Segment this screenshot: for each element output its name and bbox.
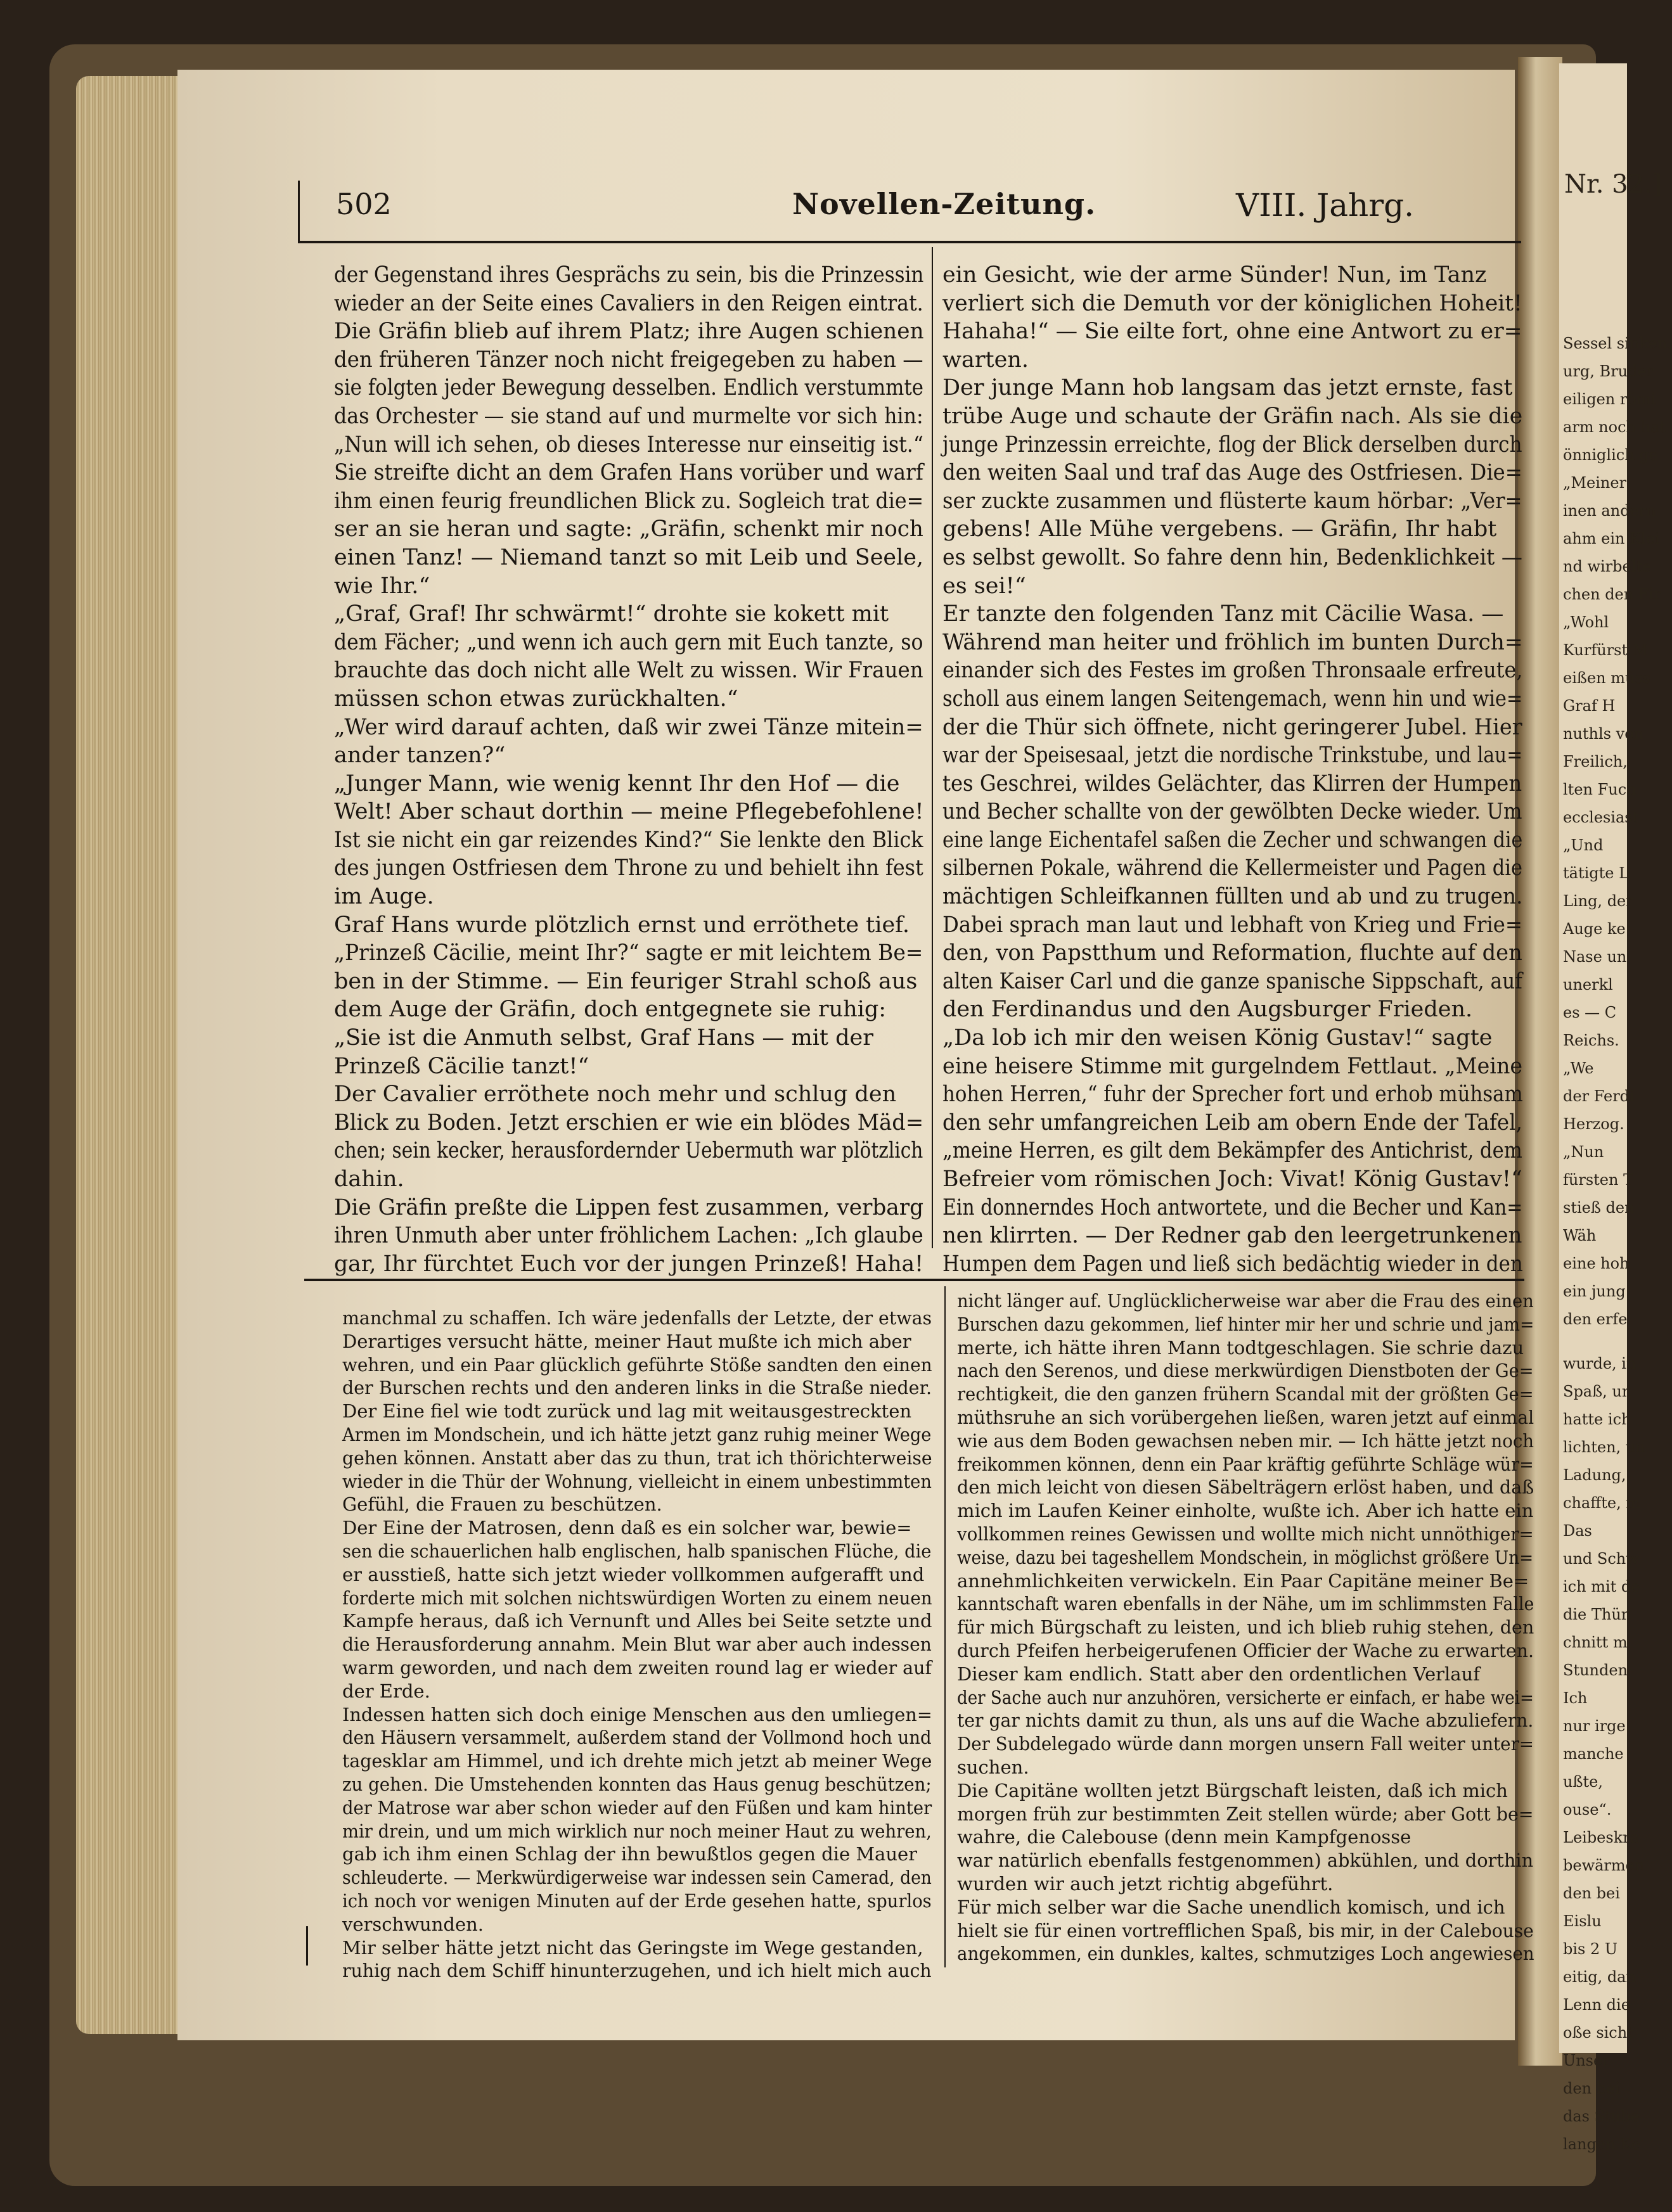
text-line: hatte ich [1563,1410,1631,1428]
text-line: Dieser kam endlich. Statt aber den ordentlichen Verlauf [957,1663,1480,1685]
text-line: inen andern [1563,502,1656,520]
text-line: es selbst gewollt. So fahre denn hin, Bedenklichkeit — [942,544,1522,570]
text-line: durch Pfeifen herbeigerufenen Officier der Wache zu erwarten. [957,1639,1534,1661]
text-line: „Wohl [1563,613,1609,631]
text-line: den Ferdinandus und den Augsburger Frieden. [942,997,1473,1023]
text-line: war der Speisesaal, jetzt die nordische Trinkstube, und lau= [942,743,1523,769]
text-line: Leibeskrä [1563,1829,1640,1846]
text-line: annehmlichkeiten verwickeln. Ein Paar Capitäne meiner Be= [957,1569,1529,1592]
text-line: Er tanzte den folgenden Tanz mit Cäcilie Wasa. — [942,601,1504,627]
text-line: hielt sie für einen vortrefflichen Spaß, bis mir, in der Calebouse [957,1919,1534,1941]
text-line: zu gehen. Die Umstehenden konnten das Haus genug beschützen; [342,1773,932,1795]
text-line: sie folgten jeder Bewegung desselben. Endlich verstummte [334,375,924,401]
text-line: nur irge [1563,1717,1626,1735]
novel-column-left [334,261,923,1278]
page-number: 502 [336,187,392,221]
text-line: nicht länger auf. Unglücklicherweise war aber die Frau des einen [957,1290,1534,1312]
text-line: wahre, die Calebouse (denn mein Kampfgenosse [957,1826,1412,1848]
text-line: Nase un [1563,948,1627,966]
text-line: es sei!“ [942,573,1026,599]
column-divider [932,247,933,1248]
text-line: Kampfe heraus, daß ich Vernunft und Alles bei Seite setzte und [342,1610,932,1632]
text-line: junge Prinzessin erreichte, flog der Blick derselben durch [942,432,1522,457]
text-line: Welt! Aber schaut dorthin — meine Pflegebefohlene! [334,799,924,825]
text-line: den weiten Saal und traf das Auge des Ostfriesen. Die= [942,460,1522,486]
text-line: er ausstieß, hatte sich jetzt wieder vollkommen aufgerafft und [342,1563,925,1585]
text-line: trübe Auge und schaute der Gräfin nach. Als sie die [942,403,1523,429]
text-line: müthsruhe an sich vorübergehen ließen, waren jetzt auf einmal [957,1406,1534,1428]
text-line: forderte mich mit solchen nichtswürdigen Worten zu einem neuen [342,1587,932,1609]
text-line: gebens! Alle Mühe vergebens. — Gräfin, Ihr habt [942,516,1497,542]
text-line: ter gar nichts damit zu thun, als uns auf die Wache abzuliefern. [957,1710,1534,1732]
text-line: Der Eine der Matrosen, denn daß es ein solcher war, bewie= [342,1517,912,1539]
text-line: fürsten T [1563,1171,1634,1189]
volume-label: VIII. Jahrg. [1236,187,1415,224]
text-line: schleuderte. — Merkwürdigerweise war indessen sein Camerad, den [342,1867,932,1889]
text-line: warm geworden, und nach dem zweiten round lag er wieder auf [342,1656,932,1678]
text-line: dahin. [334,1167,404,1192]
text-line: tätigte L [1563,864,1630,882]
text-line: eine lange Eichentafel saßen die Zecher und schwangen die [942,827,1523,853]
text-line: bewärmen [1563,1857,1645,1874]
text-line: rechtigkeit, die den ganzen frühern Scandal mit der größten Ge= [957,1383,1534,1405]
text-line: der Ferdi [1563,1087,1635,1105]
text-line: Die Capitäne wollten jetzt Bürgschaft leisten, daß ich mich [957,1779,1508,1801]
text-line: für mich Bürgschaft zu leisten, und ich blieb ruhig stehen, den [957,1616,1534,1639]
text-line: Eislu [1563,1912,1602,1930]
text-line: Blick zu Boden. Jetzt erschien er wie ein blödes Mäd= [334,1109,924,1135]
column-divider-lower [944,1286,946,1967]
text-line: „We [1563,1059,1594,1077]
text-line: Für mich selber war die Sache unendlich komisch, und ich [957,1896,1505,1918]
novel-column-right [942,261,1522,1278]
text-line: ruhig nach dem Schiff hinunterzugehen, und ich hielt mich auch [342,1960,932,1982]
text-line: Unser [1563,2052,1610,2069]
text-line: alten Kaiser Carl und die ganze spanische Sippschaft, auf [942,968,1522,994]
text-line: „Junger Mann, wie wenig kennt Ihr den Hof — die [334,770,900,796]
text-line: stieß den [1563,1199,1635,1217]
text-line: den Häusern versammelt, außerdem stand der Vollmond hoch und [342,1727,932,1749]
text-line: Humpen dem Pagen und ließ sich bedächtig wieder in den [942,1251,1523,1277]
text-line: der die Thür sich öffnete, nicht geringerer Jubel. Hier [942,714,1522,740]
text-line: mich im Laufen Keiner einholte, wußte ich. Aber ich hatte ein [957,1500,1534,1522]
text-line: verliert sich die Demuth vor der königlichen Hoheit! [942,290,1522,316]
text-line: Sessel sinken. [1563,335,1672,352]
text-line: dem Auge der Gräfin, doch entgegnete sie ruhig: [334,997,887,1023]
next-page-top-text [1559,329,1672,1333]
text-line: nen klirrten. — Der Redner gab den leergetrunkenen [942,1223,1522,1249]
text-line: im Auge. [334,884,434,910]
text-line: silbernen Pokale, während die Kellermeister und Pagen die [942,855,1522,881]
text-line: „Graf, Graf! Ihr schwärmt!“ drohte sie kokett mit [334,601,889,627]
text-line: „Prinzeß Cäcilie, meint Ihr?“ sagte er mit leichtem Be= [334,940,923,966]
text-line: Die Gräfin blieb auf ihrem Platz; ihre Augen schienen [334,319,924,345]
text-line: eitig, dan [1563,1968,1636,1986]
text-line: tes Geschrei, wildes Gelächter, das Klirren der Humpen [942,770,1522,796]
text-line: den bei [1563,2080,1620,2097]
text-line: der Burschen rechts und den anderen links in die Straße nieder. [342,1377,932,1399]
text-line: wie aus dem Boden gewachsen neben mir. — Ich hätte jetzt noch [957,1429,1534,1452]
text-line: gar, Ihr fürchtet Euch vor der jungen Prinzeß! Haha! [334,1251,924,1277]
text-line: Das [1563,1522,1592,1540]
text-line: den, von Papstthum und Reformation, fluchte auf den [942,940,1522,966]
text-line: Dabei sprach man laut und lebhaft von Krieg und Frie= [942,912,1522,938]
text-line: oße sicht [1563,2024,1633,2042]
text-line: ich noch vor wenigen Minuten auf der Erde gesehen hatte, spurlos [342,1889,932,1912]
text-line: Prinzeß Cäcilie tanzt!“ [334,1053,589,1079]
text-line: gehen können. Anstatt aber das zu thun, trat ich thörichterweise [342,1447,932,1469]
text-line: Der Cavalier erröthete noch mehr und schlug den [334,1082,897,1108]
text-line: ser zuckte zusammen und flüsterte kaum hörbar: „Ver= [942,488,1522,514]
text-line: der Erde. [342,1680,430,1702]
text-line: sen die schauerlichen halb englischen, halb spanischen Flüche, die [342,1540,932,1562]
text-line: Spaß, un [1563,1383,1632,1400]
text-line: Reichs. [1563,1032,1619,1049]
text-line: önniglich ge [1563,446,1658,464]
text-line: freikommen können, denn ein Paar kräftig geführte Schläge wür= [957,1453,1534,1475]
text-line: ahm ein Klei [1563,530,1660,547]
text-line: und Becher schallte von der gewölbten Decke wieder. Um [942,799,1522,825]
text-line: den früheren Tänzer noch nicht freigegeben zu haben — [334,347,923,373]
text-line: ich mit de [1563,1578,1640,1595]
text-line: Auge ke [1563,920,1626,938]
text-line: war natürlich ebenfalls festgenommen) abkühlen, und dorthin [957,1850,1534,1872]
text-line: manche [1563,1745,1624,1763]
text-line: des jungen Ostfriesen dem Throne zu und behielt ihn fest [334,855,923,881]
text-line: Ling, der [1563,892,1633,910]
text-line: ein jung [1563,1282,1626,1300]
text-line: lichten, un [1563,1438,1645,1456]
text-line: eißen müss [1563,669,1651,687]
text-line: Ich [1563,1689,1588,1707]
text-line: Der Subdelegado würde dann morgen unsern Fall weiter unter= [957,1733,1534,1755]
text-line: den sehr umfangreichen Leib am obern Ende der Tafel, [942,1109,1522,1135]
text-line: Ein donnerndes Hoch antwortete, und die Becher und Kan= [942,1194,1523,1220]
text-line: weise, dazu bei tageshellem Mondschein, in möglichst größere Un= [957,1546,1534,1568]
text-line: dem Fächer; „und wenn ich auch gern mit Euch tanzte, so [334,629,923,655]
page-header [298,187,1521,231]
text-line: das Orchester — sie stand auf und murmelte vor sich hin: [334,403,923,429]
text-line: brauchte das doch nicht alle Welt zu wissen. Wir Frauen [334,658,923,684]
text-line: Der junge Mann hob langsam das jetzt ernste, fast [942,375,1513,401]
text-line: nd wirbelte [1563,558,1652,575]
text-line: nuthls von [1563,725,1644,743]
text-line: Derartiges versucht hätte, meiner Haut mußte ich mich aber [342,1330,911,1352]
text-line: müssen schon etwas zurückhalten.“ [334,686,738,712]
text-line: bis 2 U [1563,1940,1618,1958]
text-line: arm noch hat [1563,418,1666,436]
text-line: Indessen hatten sich doch einige Menschen aus den umliegen= [342,1703,932,1725]
text-line: Die Gräfin preßte die Lippen fest zusammen, verbarg [334,1194,924,1220]
text-line: wieder an der Seite eines Cavaliers in den Reigen eintrat. [334,290,923,316]
text-line: ander tanzen?“ [334,743,506,769]
text-line: Herzog. [1563,1115,1624,1133]
text-line: Wäh [1563,1227,1597,1244]
text-line: Befreier vom römischen Joch: Vivat! König Gustav!“ [942,1167,1522,1192]
text-line: Sie streifte dicht an dem Grafen Hans vorüber und warf [334,460,923,486]
text-line: chen den Fir [1563,585,1661,603]
right-page-fragment [1559,63,1672,2153]
text-line: nach den Serenos, und diese merkwürdigen Dienstboten der Ge= [957,1360,1534,1382]
text-line: Der Eine fiel wie todt zurück und lag mit weitausgestreckten [342,1400,912,1422]
text-line: Kurfürst M [1563,641,1649,659]
text-line: ouse“. [1563,1801,1612,1819]
text-line: gab ich ihm einen Schlag der ihn bewußtlos gegen die Mauer [342,1843,918,1865]
text-line: „Nun [1563,1143,1604,1161]
text-line: „meine Herren, es gilt dem Bekämpfer des Antichrist, dem [942,1138,1522,1164]
text-line: suchen. [957,1756,1029,1778]
next-page-bottom-text [1559,1350,1645,2158]
text-line: Ladung, [1563,1466,1626,1484]
feuilleton-column-right [957,1289,1534,1966]
text-line: „Da lob ich mir den weisen König Gustav!“ sagte [942,1025,1493,1051]
text-line: ein Gesicht, wie der arme Sünder! Nun, im Tanz [942,262,1487,288]
text-line: chen; sein kecker, herausfordernder Uebermuth war plötzlich [334,1138,923,1164]
text-line: Armen im Mondschein, und ich hätte jetzt ganz ruhig meiner Wege [342,1423,932,1445]
text-line: „Meiner [1563,474,1627,492]
text-line: Gefühl, die Frauen zu beschützen. [342,1493,662,1516]
text-line: die Thür [1563,1606,1629,1623]
text-line: warten. [942,347,1029,373]
text-line: der Sache auch nur anzuhören, versicherte er einfach, er habe wei= [957,1686,1534,1708]
text-line: einander sich des Festes im großen Thronsaale erfreute, [942,658,1523,684]
text-line: langen Ke [1563,2135,1640,2153]
text-line: Graf H [1563,697,1616,715]
section-divider [304,1279,1524,1281]
text-line: eine hoh [1563,1255,1630,1272]
text-line: „Wer wird darauf achten, daß wir zwei Tänze mitein= [334,714,923,740]
text-line: urg, Bruder [1563,362,1654,380]
text-line: den bei [1563,1884,1620,1902]
text-line: chaffte, m [1563,1494,1641,1512]
text-line: eiligen römi [1563,390,1656,408]
text-line: Mir selber hätte jetzt nicht das Geringste im Wege gestanden, [342,1936,923,1959]
text-line: Ist sie nicht ein gar reizendes Kind?“ Sie lenkte den Blick [334,827,923,853]
text-line: die Herausforderung annahm. Mein Blut war aber auch indessen [342,1633,932,1656]
text-line: morgen früh zur bestimmten Zeit stellen würde; aber Gott be= [957,1803,1534,1825]
text-line: Stunden [1563,1661,1628,1679]
text-line: der Matrose war aber schon wieder auf den Füßen und kam hinter [342,1796,932,1819]
header-rule [298,241,1521,243]
text-line: den erfe [1563,1310,1628,1328]
text-line: chnitt m [1563,1633,1628,1651]
text-line: „Und [1563,836,1604,854]
text-line: merte, ich hätte ihren Mann todtgeschlagen. Sie schrie dazu [957,1336,1524,1359]
text-line: den mich leicht von diesen Säbelträgern erlöst haben, und daß [957,1476,1534,1499]
text-line: vollkommen reines Gewissen und wollte mich nicht unnöthiger= [957,1523,1534,1545]
text-line: ußte, [1563,1773,1603,1791]
text-line: kanntschaft waren ebenfalls in der Nähe, um im schlimmsten Falle [957,1593,1534,1615]
text-line: manchmal zu schaffen. Ich wäre jedenfalls der Letzte, der etwas [342,1307,932,1329]
margin-mark [306,1926,308,1966]
text-line: tagesklar am Himmel, und ich drehte mich jetzt ab meiner Wege [342,1750,932,1772]
text-line: ben in der Stimme. — Ein feuriger Strahl schoß aus [334,968,918,994]
text-line: wehren, und ein Paar glücklich geführte Stöße sandten den einen [342,1353,932,1376]
feuilleton-column-left [342,1307,932,1983]
text-line: Freilich, [1563,753,1628,770]
text-line: eine heisere Stimme mit gurgelndem Fettlaut. „Meine [942,1053,1523,1079]
text-line: mir drein, und um mich wirklich nur noch meiner Haut zu wehren, [342,1820,932,1842]
text-line: mächtigen Schleifkannen füllten und ab und zu trugen. [942,884,1523,910]
journal-title: Novellen-Zeitung. [792,187,1096,221]
text-line: ihren Unmuth aber unter fröhlichem Lachen: „Ich glaube [334,1223,923,1249]
text-line: ecclesiast [1563,809,1639,826]
text-line: „Sie ist die Anmuth selbst, Graf Hans — mit der [334,1025,873,1051]
text-line: Graf Hans wurde plötzlich ernst und erröthete tief. [334,912,910,938]
text-line: wieder in die Thür der Wohnung, vielleicht in einem unbestimmten [342,1470,932,1492]
text-line: Während man heiter und fröhlich im bunten Durch= [942,629,1523,655]
text-line: Burschen dazu gekommen, lief hinter mir her und schrie und jam= [957,1313,1534,1335]
text-line: scholl aus einem langen Seitengemach, wenn hin und wie= [942,686,1523,712]
text-line: ihm einen feurig freundlichen Blick zu. Sogleich trat die= [334,488,924,514]
text-line: „Nun will ich sehen, ob dieses Interesse nur einseitig ist.“ [334,432,923,457]
text-line: Hahaha!“ — Sie eilte fort, ohne eine Antwort zu er= [942,319,1522,345]
text-line: hohen Herren,“ fuhr der Sprecher fort und erhob mühsam [942,1082,1523,1108]
text-line: lten Fuch [1563,781,1637,798]
text-line: ser an sie heran und sagte: „Gräfin, schenkt mir noch [334,516,923,542]
text-line: wurde, in [1563,1355,1637,1372]
text-line: und Schw [1563,1550,1639,1568]
next-page-header: Nr. 32.] [1564,170,1662,199]
page-edges [76,76,184,2034]
text-line: einen Tanz! — Niemand tanzt so mit Leib und Seele, [334,544,923,570]
text-line: der Gegenstand ihres Gesprächs zu sein, bis die Prinzessin [334,262,924,288]
text-line: wie Ihr.“ [334,573,430,599]
text-line: das Stube [1563,2107,1640,2125]
text-line: verschwunden. [342,1913,484,1935]
text-line: angekommen, ein dunkles, kaltes, schmutziges Loch angewiesen [957,1943,1534,1965]
text-line: es — C [1563,1004,1617,1021]
text-line: Lenn die [1563,1996,1630,2014]
text-line: unerkl [1563,976,1613,994]
text-line: wurden wir auch jetzt richtig abgeführt. [957,1872,1334,1895]
